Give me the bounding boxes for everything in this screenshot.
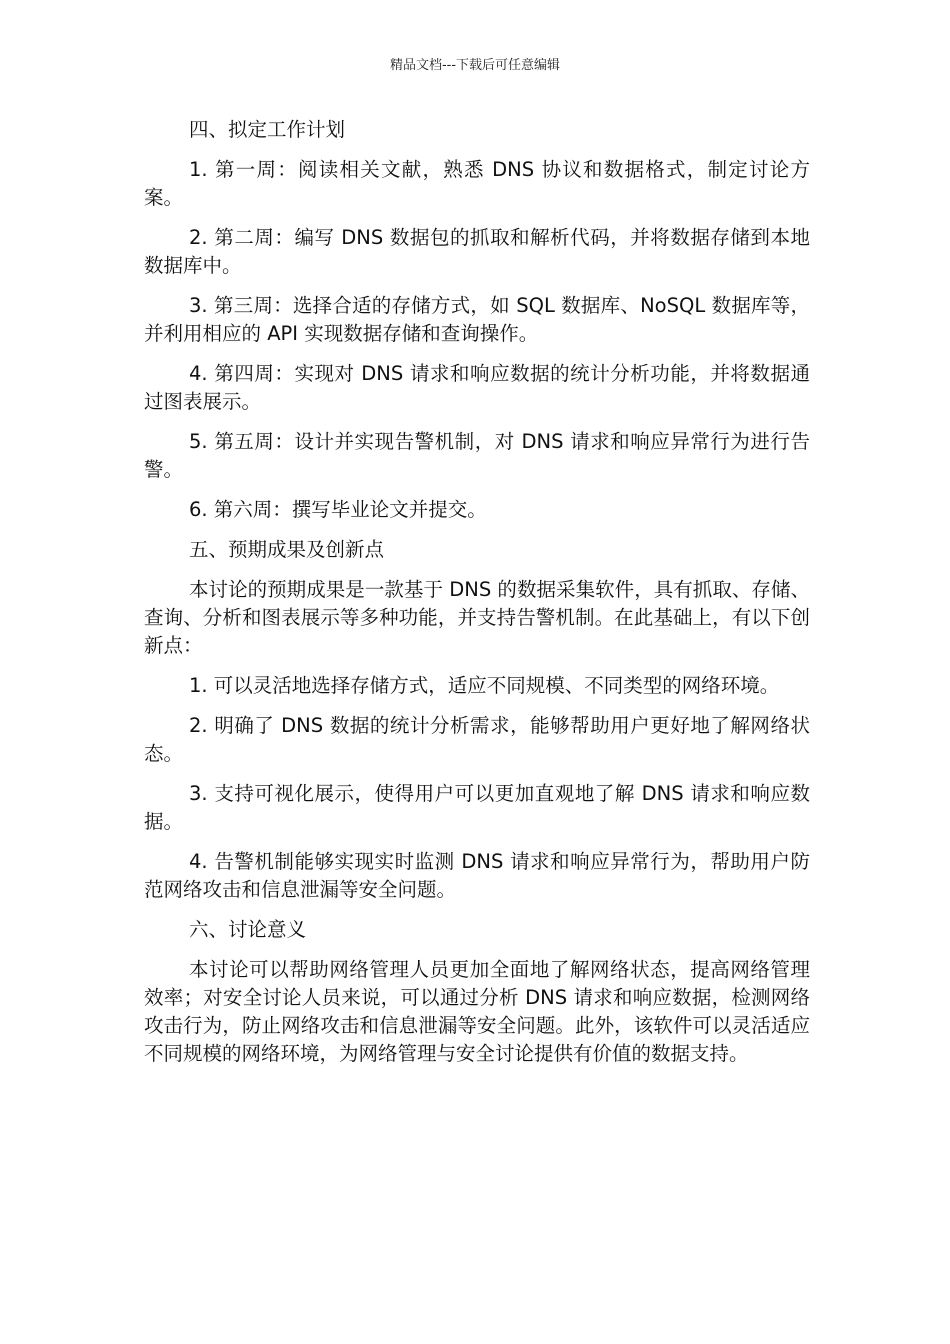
plan-item: 5. 第五周：设计并实现告警机制，对 DNS 请求和响应异常行为进行告警。 bbox=[144, 430, 810, 481]
section-heading-expected-results: 五、预期成果及创新点 bbox=[189, 538, 385, 561]
section-heading-significance: 六、讨论意义 bbox=[189, 918, 307, 941]
plan-item: 3. 第三周：选择合适的存储方式，如 SQL 数据库、NoSQL 数据库等，并利用相应的 API 实现数据存储和查询操作。 bbox=[144, 294, 810, 345]
plan-item: 2. 第二周：编写 DNS 数据包的抓取和解析代码，并将数据存储到本地数据库中。 bbox=[144, 226, 810, 277]
plan-item: 6. 第六周：撰写毕业论文并提交。 bbox=[189, 498, 487, 521]
page-header: 精品文档---下载后可任意编辑 bbox=[389, 58, 561, 73]
plan-item: 4. 第四周：实现对 DNS 请求和响应数据的统计分析功能，并将数据通过图表展示。 bbox=[144, 362, 810, 413]
innovation-item: 4. 告警机制能够实现实时监测 DNS 请求和响应异常行为，帮助用户防范网络攻击和信息泄漏等安全问题。 bbox=[144, 850, 810, 901]
innovation-item: 1. 可以灵活地选择存储方式，适应不同规模、不同类型的网络环境。 bbox=[189, 674, 780, 697]
results-intro-paragraph: 本讨论的预期成果是一款基于 DNS 的数据采集软件，具有抓取、存储、查询、分析和图表展示等多种功能，并支持告警机制。在此基础上，有以下创新点： bbox=[144, 578, 810, 657]
document-body bbox=[144, 116, 810, 1080]
innovation-item: 3. 支持可视化展示，使得用户可以更加直观地了解 DNS 请求和响应数据。 bbox=[144, 782, 810, 833]
significance-paragraph: 本讨论可以帮助网络管理人员更加全面地了解网络状态，提高网络管理效率；对安全讨论人员来说，可以通过分析 DNS 请求和响应数据，检测网络攻击行为，防止网络攻击和信息泄漏等安全问题。此外，该软件可以灵活适应不同规模的网络环境，为网络管理与安全讨论提供有价值的数据支持。 bbox=[144, 958, 810, 1065]
innovation-item: 2. 明确了 DNS 数据的统计分析需求，能够帮助用户更好地了解网络状态。 bbox=[144, 714, 810, 765]
plan-item: 1. 第一周：阅读相关文献，熟悉 DNS 协议和数据格式，制定讨论方案。 bbox=[144, 158, 810, 209]
section-heading-work-plan: 四、拟定工作计划 bbox=[189, 118, 346, 141]
